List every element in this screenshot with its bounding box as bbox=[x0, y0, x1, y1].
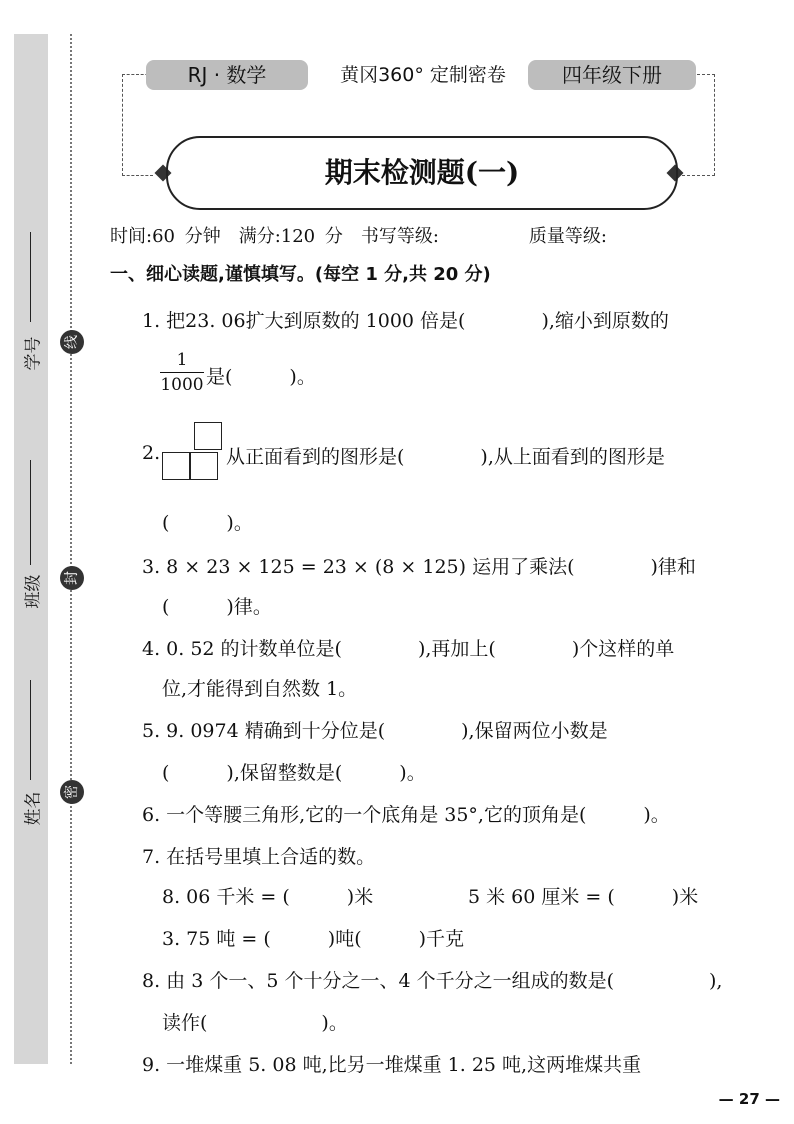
grade-pill: 四年级下册 bbox=[528, 60, 696, 90]
class-label: 班级 bbox=[23, 574, 44, 609]
page-title: 期末检测题(一) bbox=[166, 136, 678, 210]
question-8-line2: 读作( )。 bbox=[162, 1012, 348, 1034]
question-9: 9. 一堆煤重 5. 08 吨,比另一堆煤重 1. 25 吨,这两堆煤共重 bbox=[142, 1054, 642, 1076]
subject-pill: RJ · 数学 bbox=[146, 60, 308, 90]
cube-top bbox=[194, 422, 222, 450]
question-7c: 3. 75 吨 = ( )吨( )千克 bbox=[162, 928, 465, 950]
question-2-line1: 从正面看到的图形是( ),从上面看到的图形是 bbox=[226, 446, 665, 468]
question-7: 7. 在括号里填上合适的数。 bbox=[142, 846, 376, 868]
brand-text: 黄冈360° 定制密卷 bbox=[340, 64, 506, 86]
fraction-numerator: 1 bbox=[176, 350, 188, 370]
fraction bbox=[160, 350, 204, 395]
seal-seal-mark: 封 bbox=[60, 566, 84, 590]
cube-left bbox=[162, 452, 190, 480]
name-label: 姓名 bbox=[23, 791, 44, 826]
seal-secret-mark: 密 bbox=[60, 780, 84, 804]
question-4-line1: 4. 0. 52 的计数单位是( ),再加上( )个这样的单 bbox=[142, 638, 675, 660]
binding-strip bbox=[14, 34, 48, 1064]
question-5-line2: ( ),保留整数是( )。 bbox=[162, 762, 426, 784]
question-1-line2: 是( )。 bbox=[206, 366, 316, 388]
question-2-number: 2. bbox=[142, 442, 161, 464]
header-dash-left bbox=[122, 74, 153, 176]
fraction-denominator: 1000 bbox=[160, 375, 204, 395]
name-line bbox=[30, 680, 31, 780]
question-7a: 8. 06 千米 = ( )米 bbox=[162, 886, 374, 908]
question-3-line1: 3. 8 × 23 × 125 = 23 × (8 × 125) 运用了乘法( )律和 bbox=[142, 556, 696, 578]
section-heading: 一、细心读题,谨慎填写。(每空 1 分,共 20 分) bbox=[110, 264, 491, 285]
question-6: 6. 一个等腰三角形,它的一个底角是 35°,它的顶角是( )。 bbox=[142, 804, 670, 826]
exam-meta: 时间:60 分钟 满分:120 分 书写等级: 质量等级: bbox=[110, 226, 607, 247]
question-5-line1: 5. 9. 0974 精确到十分位是( ),保留两位小数是 bbox=[142, 720, 608, 742]
page-number: — 27 — bbox=[718, 1090, 780, 1108]
question-2-line2: ( )。 bbox=[162, 512, 253, 534]
question-4-line2: 位,才能得到自然数 1。 bbox=[162, 678, 358, 700]
class-line bbox=[30, 460, 31, 565]
fraction-bar bbox=[160, 372, 204, 373]
student-no-label: 学号 bbox=[23, 336, 44, 371]
cube-figure bbox=[160, 418, 230, 488]
question-7b: 5 米 60 厘米 = ( )米 bbox=[468, 886, 699, 908]
question-8-line1: 8. 由 3 个一、5 个十分之一、4 个千分之一组成的数是( ), bbox=[142, 970, 723, 992]
seal-line-mark: 线 bbox=[60, 330, 84, 354]
student-no-line bbox=[30, 232, 31, 322]
cut-line bbox=[70, 34, 72, 1064]
question-3-line2: ( )律。 bbox=[162, 596, 272, 618]
cube-right bbox=[190, 452, 218, 480]
question-1-line1: 1. 把23. 06扩大到原数的 1000 倍是( ),缩小到原数的 bbox=[142, 310, 669, 332]
